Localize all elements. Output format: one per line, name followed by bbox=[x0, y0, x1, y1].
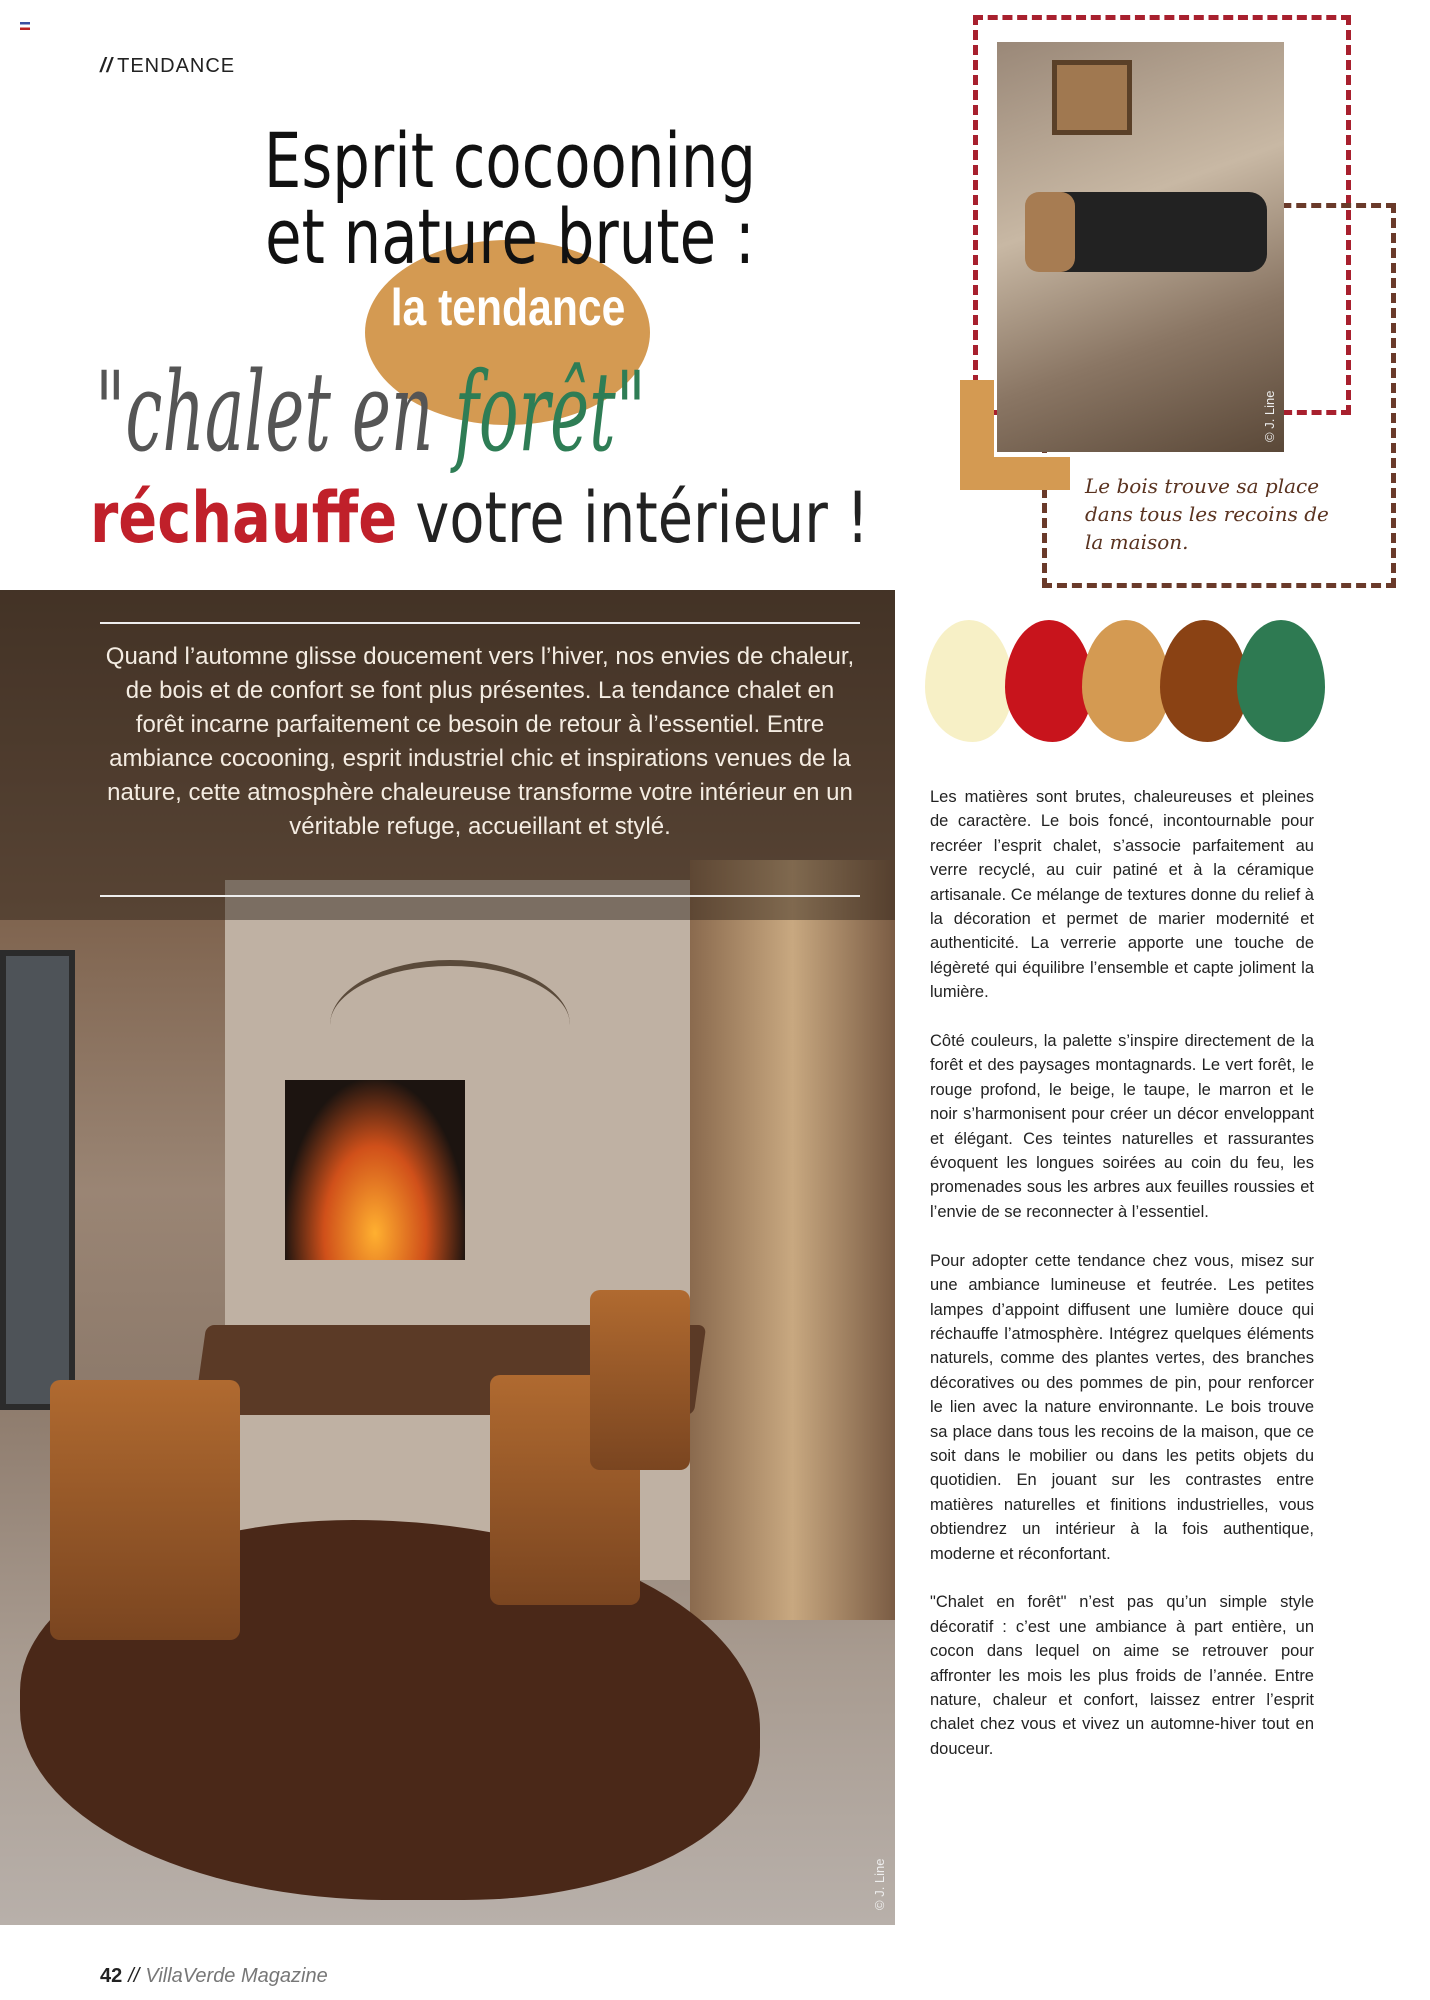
palette-swatch-ochre bbox=[1082, 620, 1170, 742]
flag-marker bbox=[20, 22, 30, 30]
magazine-name: VillaVerde Magazine bbox=[145, 1965, 328, 1987]
palette-swatch-green bbox=[1237, 620, 1325, 742]
page-number: 42 bbox=[100, 1965, 123, 1987]
fireplace bbox=[285, 1080, 465, 1260]
desk-photo bbox=[997, 42, 1284, 452]
antler-chandelier bbox=[330, 960, 570, 1090]
section-name: TENDANCE bbox=[117, 55, 236, 77]
title-badge-text: la tendance bbox=[390, 279, 626, 337]
body-paragraph: Pour adopter cette tendance chez vous, misez sur une ambiance lumineuse et feutrée. Les petites lampes d’appoint diffusent une lumière douce qui réchauffe l’atmosphère. Intégrez quelques éléments naturels, comme des plantes vertes, des branches décoratives ou des pommes de pin, pour renforcer le lien avec la nature environnante. Le bois trouve sa place dans tous les recoins de la maison, que ce soit dans le mobilier ou dans les petits objets du quotidien. En jouant sur les contrastes entre matières naturelles et finitions industrielles, vous obtiendrez un intérieur à la fois authentique, moderne et réconfortant. bbox=[930, 1251, 1314, 1563]
palette-swatch-red bbox=[1005, 620, 1093, 742]
title-line-2: et nature brute : bbox=[265, 192, 755, 281]
title-highlight: réchauffe bbox=[90, 477, 398, 559]
title-script bbox=[95, 348, 647, 476]
title-rest: votre intérieur ! bbox=[397, 477, 870, 559]
title-script-chalet: "chalet en bbox=[95, 348, 455, 476]
title-line-4 bbox=[90, 477, 870, 559]
body-paragraph: Les matières sont brutes, chaleureuses et pleines de caractère. Le bois foncé, incontournable pour recréer l’esprit chalet, s’associe parfaitement au verre recyclé, au cuir patiné et à la céramique artisanale. Ce mélange de textures donne du relief à la décoration et permet de marier modernité et authenticité. La verrerie apporte une touche de légèreté qui équilibre l’ensemble et capte joliment la lumière. bbox=[930, 788, 1314, 1002]
title-line-1: Esprit cocooning bbox=[263, 116, 757, 205]
palette-swatch-cream bbox=[925, 620, 1013, 742]
photo-credit: © J. Line bbox=[872, 1858, 887, 1910]
section-label bbox=[100, 55, 235, 78]
palette-swatch-brown bbox=[1160, 620, 1248, 742]
body-column bbox=[930, 785, 1314, 1786]
section-prefix: // bbox=[100, 55, 114, 77]
page-footer bbox=[100, 1965, 328, 1988]
title-script-foret: forêt" bbox=[454, 348, 647, 476]
corner-accent bbox=[960, 457, 1070, 490]
side-caption: Le bois trouve sa place dans tous les recoins de la maison. bbox=[1085, 474, 1329, 554]
side-photo-credit: © J. Line bbox=[1262, 390, 1277, 442]
intro-divider-top bbox=[100, 622, 860, 624]
body-paragraph: "Chalet en forêt" n’est pas qu’un simple style décoratif : c’est une ambiance à part entière, un cocon dans lequel on aime se retrouver pour affronter les mois les plus froids de l’année. Entre nature, chaleur et confort, laissez entrer l’esprit chalet chez vous et vivez un automne-hiver tout en douceur. bbox=[930, 1593, 1314, 1758]
intro-divider-bottom bbox=[100, 895, 860, 897]
footer-separator: // bbox=[128, 1965, 140, 1987]
intro-text: Quand l’automne glisse doucement vers l’hiver, nos envies de chaleur, de bois et de confort se font plus présentes. La tendance chalet en forêt incarne parfaitement ce besoin de retour à l’essentiel. Entre ambiance cocooning, esprit industriel chic et inspirations venues de la nature, cette atmosphère chaleureuse transforme votre intérieur en un véritable refuge, accueillant et stylé. bbox=[105, 643, 855, 840]
body-paragraph: Côté couleurs, la palette s’inspire directement de la forêt et des paysages montagnards. Le vert forêt, le rouge profond, le beige, le taupe, le marron et le noir s’harmonisent pour créer un décor enveloppant et élégant. Ces teintes naturelles et rassurantes évoquent les longues soirées au coin du feu, les promenades sous les arbres aux feuilles roussies et l’envie de se reconnecter à l’essentiel. bbox=[930, 1032, 1314, 1221]
